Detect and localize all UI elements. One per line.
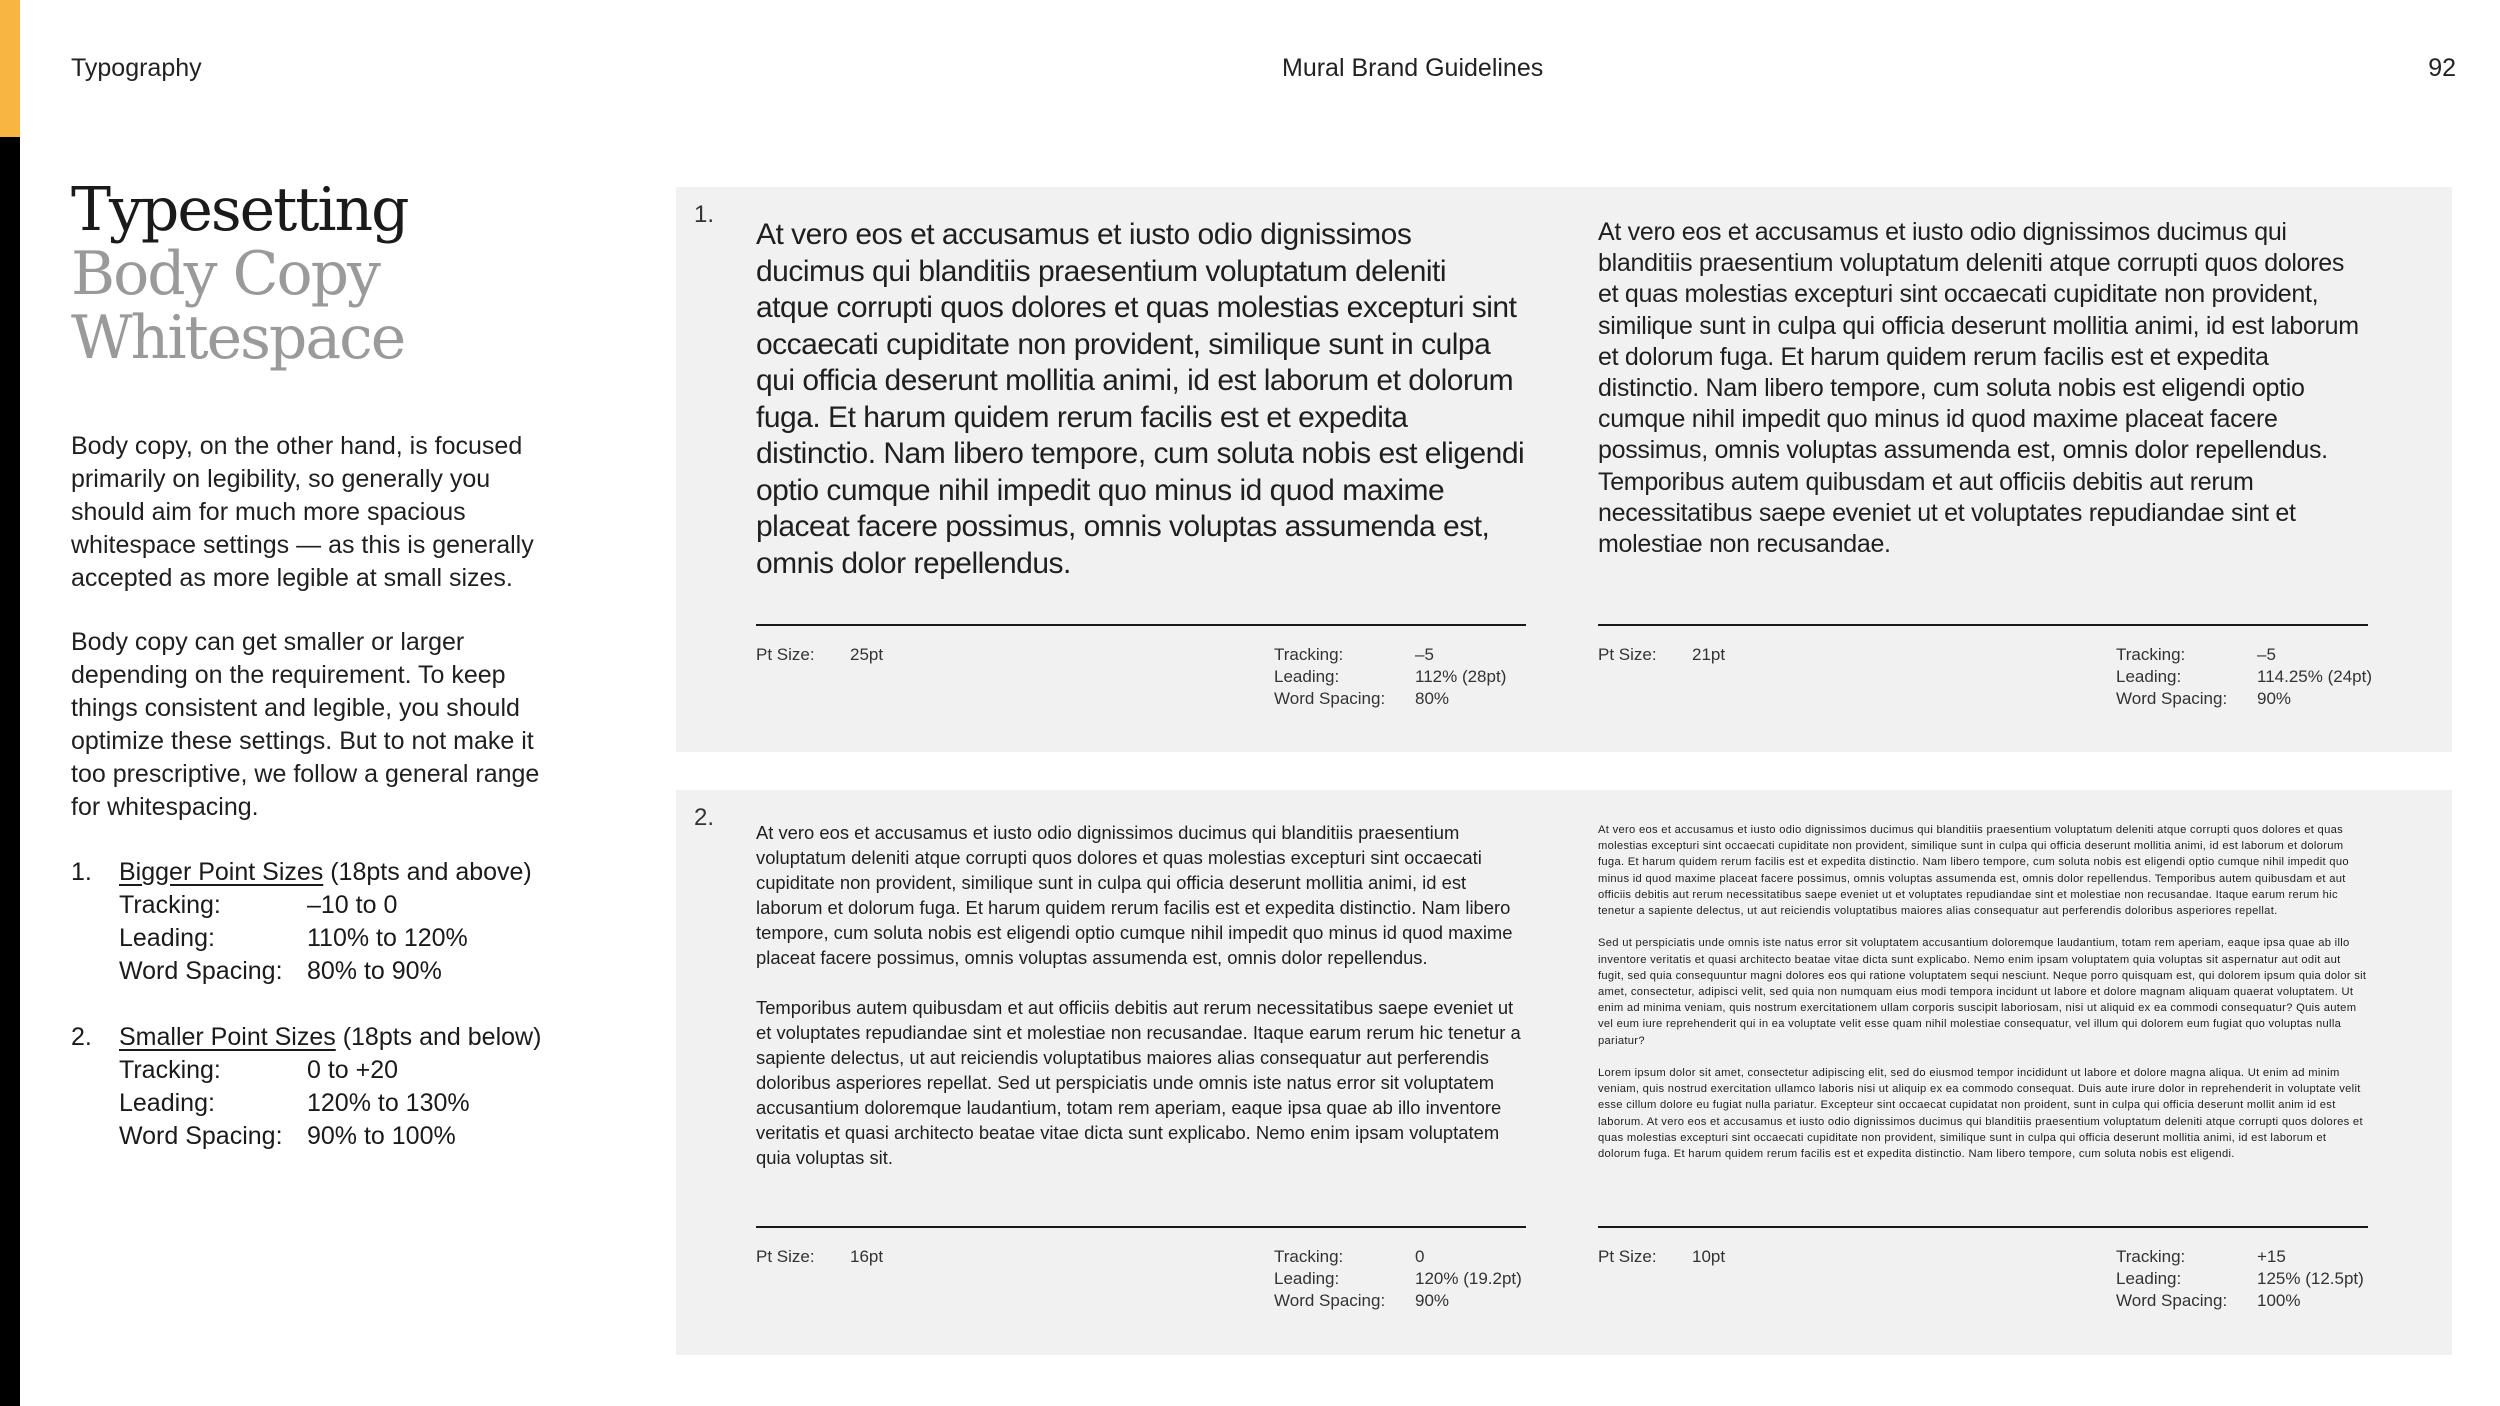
word-spacing-label: Word Spacing:	[1274, 689, 1386, 708]
word-spacing-value: 80% to 90%	[307, 957, 442, 985]
divider-rule	[756, 624, 1526, 626]
intro-paragraph-1	[71, 430, 561, 595]
intro-text-1: Body copy, on the other hand, is focused primarily on legibility, so generally you should aim for much more spacious whitespace settings — as this is generally accepted as more legible at small sizes.	[71, 432, 534, 592]
pt-size-label: Pt Size:	[756, 645, 815, 664]
title-line-typesetting: Typesetting	[71, 175, 408, 245]
word-spacing-value: 90%	[1415, 1291, 1450, 1310]
sample-text-21pt: At vero eos et accusamus et iusto odio dignissimos ducimus qui blanditiis praesentium voluptatum deleniti atque corrupti quos dolores et quas molestias excepturi sint occaecati cupiditate non provident, similique sunt in culpa qui officia deserunt mollitia animi, id est laborum et dolorum fuga. Et harum quidem rerum facilis est et expedita distinctio. Nam libero tempore, cum soluta nobis est eligendi optio cumque nihil impedit quo minus id quod maxime placeat facere possimus, omnis voluptas assumenda est, omnis dolor repellendus. Temporibus autem quibusdam et aut officiis debitis aut rerum necessitatibus saepe eveniet ut et voluptates repudiandae sint et molestiae non recusandae.	[1598, 218, 2359, 559]
word-spacing-label: Word Spacing:	[119, 957, 283, 985]
tracking-label: Tracking:	[2116, 1247, 2186, 1266]
leading-label: Leading:	[1274, 1269, 1340, 1288]
document-title: Mural Brand Guidelines	[1282, 54, 1544, 82]
spec-settings	[1274, 644, 1506, 710]
leading-label: Leading:	[2116, 1269, 2182, 1288]
sample-text-25pt: At vero eos et accusamus et iusto odio dignissimos ducimus qui blanditiis praesentium voluptatum deleniti atque corrupti quos dolores et quas molestias excepturi sint occaecati cupiditate non provident, similique sunt in culpa qui officia deserunt mollitia animi, id est laborum et dolorum fuga. Et harum quidem rerum facilis est et expedita distinctio. Nam libero tempore, cum soluta nobis est eligendi optio cumque nihil impedit quo minus id quod maxime placeat facere possimus, omnis voluptas assumenda est, omnis dolor repellendus.	[756, 218, 1525, 580]
example-number: 2.	[694, 804, 715, 831]
tracking-label: Tracking:	[2116, 645, 2186, 664]
word-spacing-value: 90% to 100%	[307, 1122, 456, 1150]
pt-size-value: 16pt	[850, 1247, 884, 1266]
sample-paragraph: Temporibus autem quibusdam et aut officiis debitis aut rerum necessitatibus saepe eveniet ut et voluptates repudiandae sint et molestiae non recusandae. Itaque earum rerum hic tenetur a sapiente delectus, ut aut reiciendis voluptatibus maiores alias consequatur aut perferendis doloribus asperiores repellat. Sed ut perspiciatis unde omnis iste natus error sit voluptatem accusantium doloremque laudantium, totam rem aperiam, eaque ipsa quae ab illo inventore veritatis et quasi architecto beatae vitae dicta sunt explicabo. Nemo enim ipsam voluptatem quia voluptas sit.	[756, 997, 1521, 1168]
tracking-label: Tracking:	[1274, 1247, 1344, 1266]
sample-paragraph: At vero eos et accusamus et iusto odio dignissimos ducimus qui blanditiis praesentium voluptatum deleniti atque corrupti quos dolores et quas molestias excepturi sint occaecati cupiditate non provident, similique sunt in culpa qui officia deserunt mollitia animi, id est laborum et dolorum fuga. Et harum quidem rerum facilis est et expedita distinctio. Nam libero tempore, cum soluta nobis est eligendi optio cumque nihil impedit quo minus id quod maxime placeat facere possimus, omnis voluptas assumenda est, omnis dolor repellendus. Temporibus autem quibusdam et aut officiis debitis aut rerum necessitatibus saepe eveniet ut et voluptates repudiandae sint et molestiae non recusandae. Itaque earum rerum hic tenetur a sapiente delectus, ut aut reiciendis voluptatibus maiores alias consequatur aut perferendis doloribus asperiores repellat.	[1598, 824, 2349, 918]
range-heading: Bigger Point Sizes	[119, 858, 324, 886]
divider-rule	[1598, 1226, 2368, 1228]
sample-paragraph: At vero eos et accusamus et iusto odio dignissimos ducimus qui blanditiis praesentium voluptatum deleniti atque corrupti quos dolores et quas molestias excepturi sint occaecati cupiditate non provident, similique sunt in culpa qui officia deserunt mollitia animi, id est laborum et dolorum fuga. Et harum quidem rerum facilis est et expedita distinctio. Nam libero tempore, cum soluta nobis est eligendi optio cumque nihil impedit quo minus id quod maxime placeat facere possimus, omnis voluptas assumenda est, omnis dolor repellendus.	[756, 822, 1513, 968]
tracking-label: Tracking:	[119, 1056, 221, 1084]
sample-paragraph: Lorem ipsum dolor sit amet, consectetur adipiscing elit, sed do eiusmod tempor incididunt ut labore et dolore magna aliqua. Ut enim ad minim veniam, quis nostrud exercitation ullamco laboris nisi ut aliquip ex ea commodo consequat. Duis aute irure dolor in reprehenderit in voluptate velit esse cillum dolore eu fugiat nulla pariatur. Excepteur sint occaecat cupidatat non proident, sunt in culpa qui officia deserunt mollit anim id est laborum. At vero eos et accusamus et iusto odio dignissimos ducimus qui blanditiis praesentium voluptatum deleniti atque corrupti quos dolores et quas molestias excepturi sint occaecati cupiditate non provident, similique sunt in culpa qui officia deserunt mollitia animi, id est laborum et dolorum fuga. Et harum quidem rerum facilis est et expedita distinctio. Nam libero tempore, cum soluta nobis est eligendi.	[1598, 1067, 2363, 1161]
word-spacing-label: Word Spacing:	[1274, 1291, 1386, 1310]
tracking-value: +15	[2257, 1247, 2286, 1266]
tracking-value: –5	[2257, 645, 2276, 664]
leading-value: 110% to 120%	[307, 924, 468, 952]
divider-rule	[756, 1226, 1526, 1228]
title-line-whitespace: Whitespace	[71, 303, 405, 373]
example-number: 1.	[694, 201, 715, 228]
word-spacing-value: 80%	[1415, 689, 1450, 708]
accent-bar	[0, 0, 20, 137]
word-spacing-label: Word Spacing:	[2116, 689, 2228, 708]
range-qualifier: (18pts and above)	[323, 858, 532, 886]
word-spacing-value: 90%	[2257, 689, 2292, 708]
sample-text-16pt	[756, 820, 1526, 1195]
pt-size-label: Pt Size:	[1598, 1247, 1657, 1266]
leading-label: Leading:	[119, 1089, 215, 1117]
range-qualifier: (18pts and below)	[335, 1023, 542, 1051]
divider-rule	[1598, 624, 2368, 626]
spec-settings	[2116, 1246, 2364, 1312]
tracking-label: Tracking:	[119, 891, 221, 919]
section-label: Typography	[71, 54, 202, 82]
word-spacing-label: Word Spacing:	[2116, 1291, 2228, 1310]
page-number: 92	[2428, 54, 2456, 82]
tracking-value: –10 to 0	[307, 891, 398, 919]
spec-settings	[1274, 1246, 1522, 1312]
range-item-smaller	[71, 1021, 571, 1153]
brand-side-strip	[0, 0, 20, 1406]
leading-label: Leading:	[2116, 667, 2182, 686]
pt-size-label: Pt Size:	[756, 1247, 815, 1266]
spec-pt-size	[1598, 644, 1725, 666]
sample-text-10pt	[1598, 822, 2368, 1178]
tracking-value: 0 to +20	[307, 1056, 399, 1084]
intro-paragraph-2	[71, 626, 561, 824]
range-number: 1.	[71, 858, 92, 886]
example-panel-large	[676, 187, 2452, 752]
page-title	[71, 175, 408, 373]
leading-value: 114.25% (24pt)	[2257, 667, 2372, 686]
spec-settings	[2116, 644, 2372, 710]
word-spacing-label: Word Spacing:	[119, 1122, 283, 1150]
spec-pt-size	[756, 1246, 883, 1268]
pt-size-value: 25pt	[850, 645, 884, 664]
word-spacing-value: 100%	[2257, 1291, 2301, 1310]
spec-pt-size	[1598, 1246, 1725, 1268]
range-item-bigger	[71, 856, 571, 988]
tracking-value: –5	[1415, 645, 1434, 664]
leading-label: Leading:	[119, 924, 215, 952]
pt-size-label: Pt Size:	[1598, 645, 1657, 664]
leading-value: 120% (19.2pt)	[1415, 1269, 1522, 1288]
tracking-label: Tracking:	[1274, 645, 1344, 664]
intro-text-2: Body copy can get smaller or larger depending on the requirement. To keep things consistent and legible, you should optimize these settings. But to not make it too prescriptive, we follow a general range for whitespacing.	[71, 628, 540, 821]
example-panel-small	[676, 790, 2452, 1355]
tracking-value: 0	[1415, 1247, 1425, 1266]
leading-value: 125% (12.5pt)	[2257, 1269, 2364, 1288]
leading-value: 120% to 130%	[307, 1089, 470, 1117]
range-heading: Smaller Point Sizes	[119, 1023, 336, 1051]
sample-paragraph: Sed ut perspiciatis unde omnis iste natus error sit voluptatem accusantium doloremque laudantium, totam rem aperiam, eaque ipsa quae ab illo inventore veritatis et quasi architecto beatae vitae dicta sunt explicabo. Nemo enim ipsam voluptatem quia voluptas sit aspernatur aut odit aut fugit, sed quia consequuntur magni dolores eos qui ratione voluptatem sequi nesciunt. Neque porro quisquam est, qui dolorem ipsum quia dolor sit amet, consectetur, adipisci velit, sed quia non numquam eius modi tempora incidunt ut labore et dolore magnam aliquam quaerat voluptatem. Ut enim ad minima veniam, quis nostrum exercitationem ullam corporis suscipit laboriosam, nisi ut aliquid ex ea commodi consequatur? Quis autem vel eum iure reprehenderit qui in ea voluptate velit esse quam nihil molestiae consequatur, vel illum qui dolorem eum fugiat quo voluptas nulla pariatur?	[1598, 937, 2367, 1047]
range-number: 2.	[71, 1023, 92, 1051]
title-line-body-copy: Body Copy	[71, 239, 379, 309]
spec-pt-size	[756, 644, 883, 666]
pt-size-value: 10pt	[1692, 1247, 1726, 1266]
leading-value: 112% (28pt)	[1415, 667, 1507, 686]
leading-label: Leading:	[1274, 667, 1340, 686]
pt-size-value: 21pt	[1692, 645, 1726, 664]
